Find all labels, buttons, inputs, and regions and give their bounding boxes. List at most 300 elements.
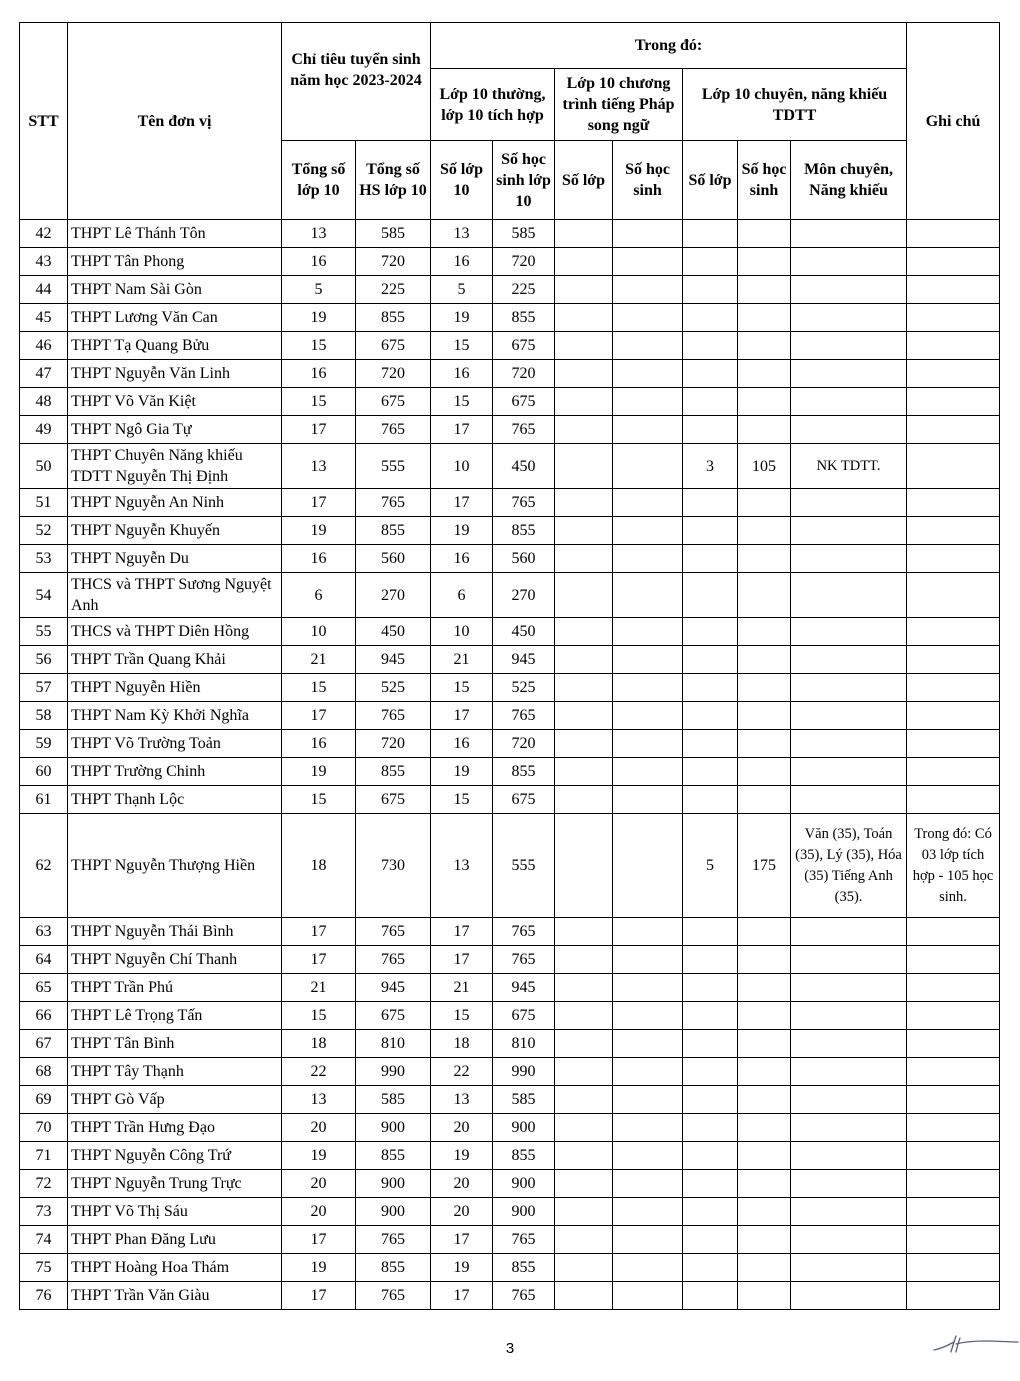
cell-so-hs-phap [613,1282,683,1310]
cell-tong-so-lop: 19 [282,1254,356,1282]
cell-ghi-chu: Trong đó: Có 03 lớp tích hợp - 105 học sinh. [907,814,1000,918]
cell-so-lop-phap [555,814,613,918]
cell-so-hs-phap [613,1226,683,1254]
cell-ghi-chu [907,730,1000,758]
cell-so-hs-lop10: 945 [493,646,555,674]
cell-so-lop-10: 20 [431,1114,493,1142]
cell-so-hs-lop10: 720 [493,248,555,276]
cell-so-hs-chuyen [738,1086,791,1114]
header-ten-don-vi: Tên đơn vị [68,23,282,220]
cell-so-lop-chuyen [683,248,738,276]
cell-stt: 43 [20,248,68,276]
cell-so-lop-phap [555,786,613,814]
cell-stt: 63 [20,918,68,946]
cell-ghi-chu [907,360,1000,388]
cell-so-hs-lop10: 900 [493,1170,555,1198]
cell-tong-so-lop: 21 [282,646,356,674]
cell-so-lop-10: 15 [431,786,493,814]
cell-ghi-chu [907,1002,1000,1030]
cell-stt: 56 [20,646,68,674]
cell-tong-so-hs: 990 [356,1058,431,1086]
table-row [20,444,1000,489]
cell-so-lop-phap [555,489,613,517]
cell-school-name: THPT Lê Trọng Tấn [68,1002,282,1030]
cell-so-lop-phap [555,1198,613,1226]
cell-so-lop-chuyen [683,674,738,702]
table-row [20,1058,1000,1086]
cell-so-lop-chuyen [683,646,738,674]
cell-school-name: THPT Nguyễn Du [68,545,282,573]
cell-so-hs-chuyen [738,360,791,388]
cell-so-hs-phap [613,1142,683,1170]
cell-tong-so-hs: 270 [356,573,431,618]
cell-tong-so-hs: 720 [356,730,431,758]
cell-tong-so-hs: 765 [356,1282,431,1310]
cell-so-hs-chuyen [738,730,791,758]
cell-so-hs-lop10: 720 [493,730,555,758]
cell-tong-so-lop: 20 [282,1170,356,1198]
cell-so-lop-chuyen [683,1002,738,1030]
table-row [20,946,1000,974]
cell-ghi-chu [907,573,1000,618]
cell-so-lop-chuyen [683,974,738,1002]
cell-stt: 70 [20,1114,68,1142]
cell-school-name: THPT Tân Phong [68,248,282,276]
cell-ghi-chu [907,1226,1000,1254]
cell-school-name: THPT Võ Trường Toản [68,730,282,758]
cell-so-lop-10: 21 [431,646,493,674]
cell-stt: 53 [20,545,68,573]
cell-ghi-chu [907,416,1000,444]
cell-so-lop-10: 19 [431,758,493,786]
cell-tong-so-hs: 900 [356,1170,431,1198]
cell-so-hs-chuyen [738,276,791,304]
cell-so-hs-lop10: 560 [493,545,555,573]
cell-tong-so-hs: 855 [356,758,431,786]
cell-so-hs-chuyen [738,1030,791,1058]
cell-so-lop-chuyen [683,918,738,946]
cell-so-lop-10: 15 [431,1002,493,1030]
cell-so-hs-chuyen [738,946,791,974]
header-tong-so-lop: Tổng số lớp 10 [282,141,356,220]
cell-so-lop-10: 10 [431,444,493,489]
cell-so-lop-chuyen [683,786,738,814]
cell-so-lop-chuyen [683,730,738,758]
cell-so-hs-lop10: 855 [493,1254,555,1282]
cell-ghi-chu [907,220,1000,248]
admission-quota-table [19,22,1000,1310]
cell-so-hs-phap [613,730,683,758]
cell-so-lop-10: 6 [431,573,493,618]
cell-tong-so-lop: 5 [282,276,356,304]
cell-so-lop-chuyen [683,276,738,304]
cell-so-hs-phap [613,489,683,517]
cell-tong-so-lop: 6 [282,573,356,618]
cell-ghi-chu [907,618,1000,646]
cell-tong-so-hs: 945 [356,646,431,674]
cell-ghi-chu [907,1058,1000,1086]
table-row [20,1198,1000,1226]
table-row [20,618,1000,646]
cell-ghi-chu [907,1254,1000,1282]
table-row [20,276,1000,304]
cell-school-name: THPT Tân Bình [68,1030,282,1058]
cell-school-name: THPT Tây Thạnh [68,1058,282,1086]
cell-so-lop-10: 10 [431,618,493,646]
cell-school-name: THCS và THPT Sương Nguyệt Anh [68,573,282,618]
cell-so-lop-phap [555,573,613,618]
header-so-hs-chuyen: Số học sinh [738,141,791,220]
cell-so-hs-lop10: 675 [493,786,555,814]
signature-mark [932,1330,1020,1358]
cell-so-hs-lop10: 765 [493,702,555,730]
cell-school-name: THPT Tạ Quang Bửu [68,332,282,360]
cell-mon-chuyen [791,758,907,786]
cell-so-lop-10: 16 [431,248,493,276]
cell-school-name: THPT Nguyễn Thái Bình [68,918,282,946]
cell-mon-chuyen [791,1198,907,1226]
table-row [20,388,1000,416]
cell-stt: 59 [20,730,68,758]
cell-tong-so-hs: 765 [356,702,431,730]
cell-tong-so-hs: 525 [356,674,431,702]
cell-so-lop-chuyen [683,573,738,618]
cell-so-lop-phap [555,517,613,545]
cell-mon-chuyen [791,918,907,946]
header-stt: STT [20,23,68,220]
cell-school-name: THPT Trần Quang Khải [68,646,282,674]
cell-ghi-chu [907,1282,1000,1310]
cell-tong-so-hs: 855 [356,517,431,545]
cell-so-hs-phap [613,248,683,276]
cell-stt: 73 [20,1198,68,1226]
cell-so-lop-chuyen [683,1142,738,1170]
cell-tong-so-lop: 17 [282,1282,356,1310]
cell-so-lop-phap [555,1170,613,1198]
cell-ghi-chu [907,1086,1000,1114]
cell-ghi-chu [907,545,1000,573]
cell-so-hs-lop10: 675 [493,388,555,416]
cell-so-lop-phap [555,1226,613,1254]
cell-so-lop-phap [555,1282,613,1310]
cell-ghi-chu [907,646,1000,674]
header-lop10-thuong: Lớp 10 thường, lớp 10 tích hợp [431,69,555,141]
cell-so-lop-10: 13 [431,814,493,918]
cell-tong-so-lop: 10 [282,618,356,646]
cell-so-lop-10: 19 [431,1254,493,1282]
cell-so-hs-lop10: 855 [493,517,555,545]
cell-mon-chuyen [791,545,907,573]
cell-tong-so-lop: 15 [282,388,356,416]
cell-ghi-chu [907,702,1000,730]
header-so-hs-lop10: Số học sinh lớp 10 [493,141,555,220]
cell-so-hs-phap [613,1058,683,1086]
cell-so-lop-chuyen [683,1282,738,1310]
cell-stt: 55 [20,618,68,646]
cell-stt: 76 [20,1282,68,1310]
cell-stt: 47 [20,360,68,388]
cell-tong-so-lop: 21 [282,974,356,1002]
table-row [20,573,1000,618]
cell-so-hs-lop10: 450 [493,618,555,646]
cell-so-lop-10: 15 [431,674,493,702]
cell-so-lop-10: 21 [431,974,493,1002]
cell-so-hs-chuyen [738,332,791,360]
cell-tong-so-lop: 19 [282,517,356,545]
cell-school-name: THPT Nguyễn Thượng Hiền [68,814,282,918]
cell-ghi-chu [907,946,1000,974]
table-row [20,304,1000,332]
cell-so-hs-chuyen [738,1282,791,1310]
cell-so-hs-chuyen [738,388,791,416]
table-row [20,974,1000,1002]
header-ghi-chu: Ghi chú [907,23,1000,220]
cell-tong-so-lop: 15 [282,674,356,702]
cell-stt: 45 [20,304,68,332]
table-row [20,1282,1000,1310]
cell-mon-chuyen [791,388,907,416]
table-row [20,1030,1000,1058]
cell-so-hs-chuyen [738,1002,791,1030]
cell-so-hs-lop10: 765 [493,1226,555,1254]
cell-so-hs-phap [613,1170,683,1198]
cell-so-hs-lop10: 525 [493,674,555,702]
cell-school-name: THPT Trần Văn Giàu [68,1282,282,1310]
cell-so-lop-10: 13 [431,1086,493,1114]
cell-so-lop-phap [555,416,613,444]
cell-so-lop-10: 5 [431,276,493,304]
cell-so-hs-chuyen [738,674,791,702]
cell-ghi-chu [907,1142,1000,1170]
cell-so-hs-lop10: 675 [493,332,555,360]
cell-so-hs-chuyen [738,618,791,646]
cell-so-hs-chuyen [738,545,791,573]
cell-stt: 67 [20,1030,68,1058]
cell-tong-so-lop: 19 [282,1142,356,1170]
cell-ghi-chu [907,1198,1000,1226]
cell-so-hs-chuyen [738,646,791,674]
cell-so-lop-10: 19 [431,517,493,545]
cell-stt: 72 [20,1170,68,1198]
table-row [20,918,1000,946]
cell-mon-chuyen [791,1170,907,1198]
cell-mon-chuyen [791,1114,907,1142]
cell-tong-so-hs: 720 [356,360,431,388]
cell-stt: 62 [20,814,68,918]
header-so-lop-chuyen: Số lớp [683,141,738,220]
cell-tong-so-hs: 945 [356,974,431,1002]
cell-so-lop-chuyen [683,1114,738,1142]
cell-mon-chuyen [791,1282,907,1310]
cell-stt: 44 [20,276,68,304]
cell-mon-chuyen [791,416,907,444]
cell-tong-so-lop: 22 [282,1058,356,1086]
table-row [20,646,1000,674]
cell-so-lop-10: 17 [431,1282,493,1310]
cell-school-name: THPT Trần Hưng Đạo [68,1114,282,1142]
cell-tong-so-lop: 19 [282,758,356,786]
cell-school-name: THPT Lương Văn Can [68,304,282,332]
cell-mon-chuyen [791,1226,907,1254]
table-row [20,1142,1000,1170]
cell-mon-chuyen [791,946,907,974]
table-row [20,517,1000,545]
cell-so-hs-phap [613,220,683,248]
cell-tong-so-lop: 16 [282,545,356,573]
cell-ghi-chu [907,758,1000,786]
cell-so-lop-10: 13 [431,220,493,248]
cell-so-hs-chuyen [738,1170,791,1198]
cell-school-name: THPT Phan Đăng Lưu [68,1226,282,1254]
cell-so-lop-phap [555,545,613,573]
cell-school-name: THPT Nguyễn Công Trứ [68,1142,282,1170]
cell-school-name: THPT Nguyễn Chí Thanh [68,946,282,974]
cell-tong-so-lop: 15 [282,1002,356,1030]
header-trong-do: Trong đó: [431,23,907,69]
cell-so-hs-chuyen [738,1254,791,1282]
table-row [20,674,1000,702]
cell-so-hs-chuyen [738,248,791,276]
cell-school-name: THPT Thạnh Lộc [68,786,282,814]
cell-so-lop-chuyen [683,332,738,360]
cell-so-lop-phap [555,730,613,758]
cell-stt: 48 [20,388,68,416]
cell-school-name: THPT Ngô Gia Tự [68,416,282,444]
table-row [20,248,1000,276]
cell-so-lop-10: 15 [431,332,493,360]
cell-so-hs-lop10: 900 [493,1114,555,1142]
cell-tong-so-lop: 13 [282,444,356,489]
cell-so-hs-chuyen [738,489,791,517]
cell-so-hs-phap [613,517,683,545]
cell-stt: 61 [20,786,68,814]
cell-so-lop-phap [555,276,613,304]
cell-tong-so-hs: 585 [356,1086,431,1114]
cell-stt: 46 [20,332,68,360]
cell-so-lop-phap [555,1086,613,1114]
cell-so-hs-chuyen [738,1114,791,1142]
cell-so-lop-chuyen [683,388,738,416]
cell-so-lop-phap [555,618,613,646]
cell-so-lop-10: 20 [431,1198,493,1226]
cell-school-name: THPT Gò Vấp [68,1086,282,1114]
cell-stt: 54 [20,573,68,618]
cell-tong-so-lop: 16 [282,248,356,276]
cell-so-lop-phap [555,444,613,489]
cell-mon-chuyen [791,702,907,730]
cell-tong-so-lop: 17 [282,946,356,974]
cell-ghi-chu [907,332,1000,360]
cell-stt: 65 [20,974,68,1002]
cell-so-lop-chuyen [683,1170,738,1198]
cell-so-hs-phap [613,814,683,918]
table-row [20,814,1000,918]
header-lop10-phap: Lớp 10 chương trình tiếng Pháp song ngữ [555,69,683,141]
cell-stt: 68 [20,1058,68,1086]
cell-ghi-chu [907,517,1000,545]
cell-ghi-chu [907,248,1000,276]
cell-so-lop-10: 17 [431,702,493,730]
cell-so-hs-phap [613,304,683,332]
cell-school-name: THPT Nguyễn Trung Trực [68,1170,282,1198]
cell-so-lop-phap [555,388,613,416]
cell-mon-chuyen: NK TDTT. [791,444,907,489]
cell-ghi-chu [907,444,1000,489]
cell-so-lop-chuyen: 3 [683,444,738,489]
cell-mon-chuyen [791,517,907,545]
cell-so-hs-chuyen [738,1058,791,1086]
cell-so-hs-phap [613,618,683,646]
cell-ghi-chu [907,304,1000,332]
cell-so-lop-chuyen [683,304,738,332]
cell-so-lop-chuyen [683,946,738,974]
cell-so-hs-phap [613,1114,683,1142]
cell-so-hs-lop10: 270 [493,573,555,618]
cell-so-lop-chuyen [683,517,738,545]
table-row [20,360,1000,388]
cell-so-hs-phap [613,674,683,702]
cell-tong-so-hs: 675 [356,332,431,360]
table-body [20,220,1000,1310]
cell-so-lop-phap [555,360,613,388]
cell-so-hs-chuyen: 175 [738,814,791,918]
cell-so-lop-chuyen [683,1030,738,1058]
cell-tong-so-hs: 675 [356,388,431,416]
cell-so-lop-phap [555,1142,613,1170]
cell-mon-chuyen [791,573,907,618]
cell-tong-so-hs: 855 [356,304,431,332]
cell-so-hs-phap [613,946,683,974]
cell-so-hs-phap [613,646,683,674]
cell-so-lop-chuyen [683,545,738,573]
cell-so-lop-chuyen [683,1086,738,1114]
header-mon-chuyen: Môn chuyên, Năng khiếu [791,141,907,220]
cell-so-hs-phap [613,360,683,388]
cell-so-lop-10: 20 [431,1170,493,1198]
cell-so-lop-phap [555,1002,613,1030]
cell-tong-so-hs: 730 [356,814,431,918]
cell-ghi-chu [907,489,1000,517]
table-row [20,1086,1000,1114]
cell-tong-so-hs: 765 [356,918,431,946]
header-so-hs-phap: Số học sinh [613,141,683,220]
cell-so-lop-phap [555,674,613,702]
cell-tong-so-hs: 560 [356,545,431,573]
cell-school-name: THPT Lê Thánh Tôn [68,220,282,248]
cell-so-lop-phap [555,332,613,360]
cell-ghi-chu [907,388,1000,416]
cell-so-lop-phap [555,918,613,946]
cell-so-hs-chuyen [738,786,791,814]
cell-so-hs-phap [613,332,683,360]
cell-so-hs-lop10: 765 [493,918,555,946]
cell-stt: 51 [20,489,68,517]
table-header [20,23,1000,220]
table-row [20,489,1000,517]
cell-ghi-chu [907,918,1000,946]
cell-so-lop-chuyen [683,1058,738,1086]
cell-ghi-chu [907,974,1000,1002]
table-row [20,758,1000,786]
cell-so-hs-phap [613,1198,683,1226]
cell-tong-so-hs: 765 [356,489,431,517]
cell-so-lop-chuyen [683,360,738,388]
cell-so-hs-phap [613,786,683,814]
cell-so-lop-10: 17 [431,918,493,946]
cell-ghi-chu [907,1114,1000,1142]
cell-so-lop-phap [555,758,613,786]
cell-so-lop-phap [555,1030,613,1058]
